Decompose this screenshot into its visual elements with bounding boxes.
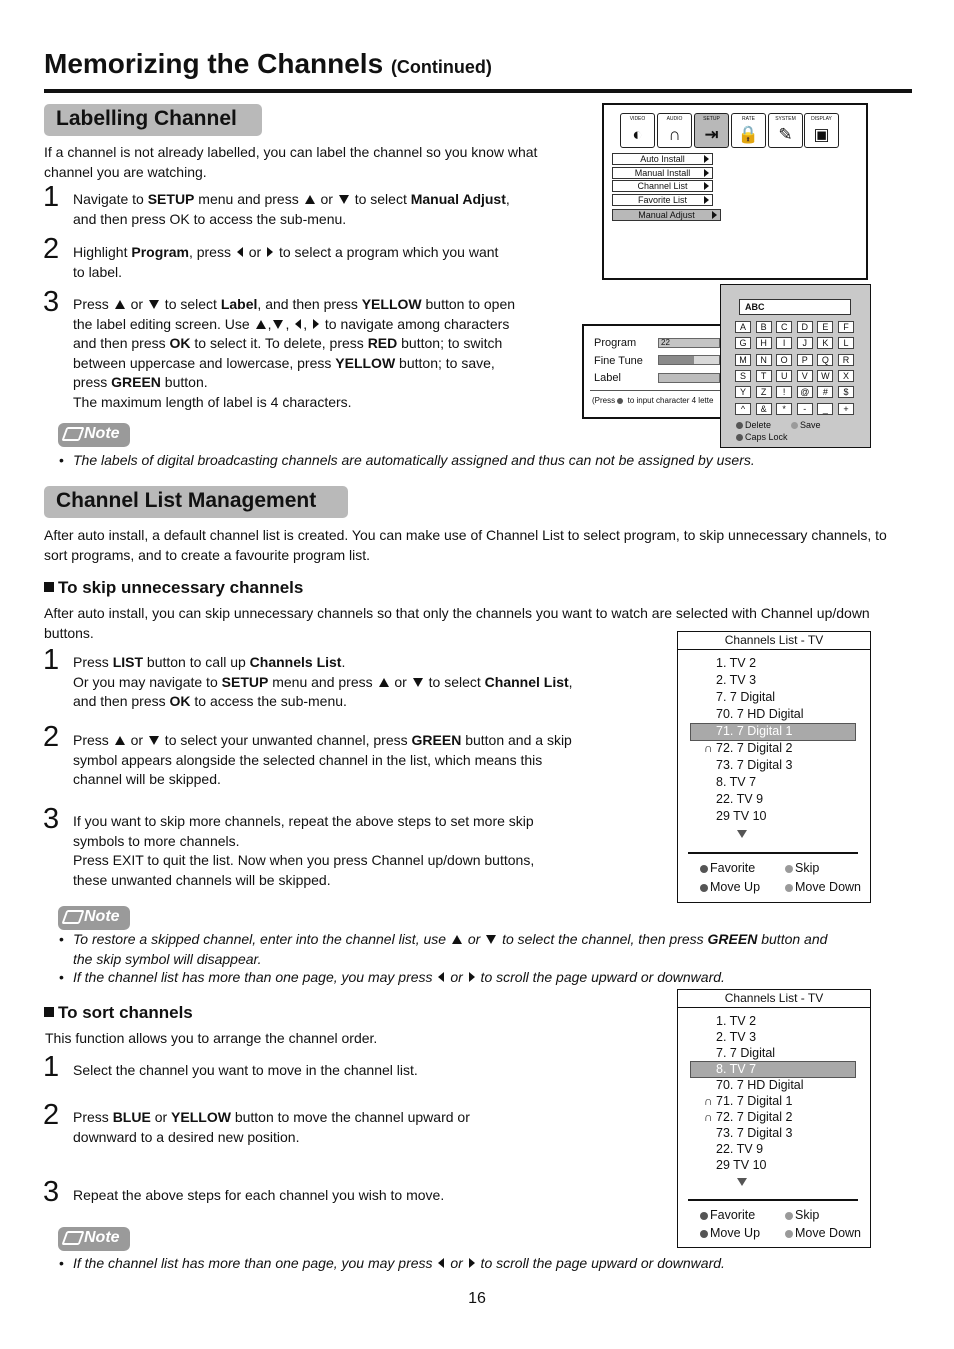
chevron-right-icon (704, 169, 709, 177)
channel-row[interactable]: 73. 7 Digital 3 (716, 758, 793, 772)
keyboard-key[interactable]: L (838, 337, 854, 349)
pencil-icon (61, 427, 84, 441)
keyboard-key[interactable]: C (776, 321, 792, 333)
channel-row[interactable]: 7. 7 Digital (716, 1046, 776, 1060)
keyboard-key[interactable]: _ (817, 403, 833, 415)
keyboard-key[interactable]: D (797, 321, 813, 333)
channel-list-title: Channels List - TV (678, 990, 870, 1008)
right-arrow-icon (313, 319, 319, 329)
legend-move-down: Move Down (785, 1226, 861, 1240)
keyboard-key[interactable]: $ (838, 386, 854, 398)
skip-step2: Press or to select your unwanted channel, press GREEN button and a skip symbol appears alongside the selected channel in the list, which means this channel will be skipped. (73, 732, 572, 787)
channel-row[interactable]: 22. TV 9 (716, 1142, 764, 1156)
label-keyboard (720, 284, 871, 448)
channel-row[interactable]: 7. 7 Digital (716, 690, 776, 704)
square-bullet-icon (44, 582, 54, 592)
step-number: 3 (43, 286, 60, 318)
fine-tune-label: Fine Tune (594, 355, 643, 367)
keyboard-key[interactable]: R (838, 354, 854, 366)
label-label: Label (594, 372, 621, 384)
page-title (44, 48, 492, 80)
step-number: 1 (43, 1051, 60, 1083)
left-arrow-icon (237, 247, 243, 257)
label-input[interactable]: ABC (739, 299, 851, 315)
legend-move-up: Move Up (700, 880, 760, 894)
legend-favorite: Favorite (700, 861, 755, 875)
channel-list-panel-sort (677, 989, 871, 1248)
right-arrow-icon (267, 247, 273, 257)
selected-row-highlight (690, 1061, 856, 1078)
step-number: 2 (43, 1099, 60, 1131)
keyboard-key[interactable]: V (797, 370, 813, 382)
up-arrow-icon (115, 300, 125, 309)
setup-menu-screen (602, 103, 868, 280)
up-arrow-icon (115, 736, 125, 745)
red-button-icon (736, 422, 743, 429)
keyboard-key[interactable]: B (756, 321, 772, 333)
scroll-down-icon[interactable] (737, 1178, 747, 1186)
green-button-icon (791, 422, 798, 429)
keyboard-key[interactable]: A (735, 321, 751, 333)
chevron-right-icon (704, 196, 709, 204)
sort-note: • If the channel list has more than one page, you may press or to scroll the page upward or downward. (59, 1255, 725, 1271)
chevron-right-icon (704, 155, 709, 163)
program-value[interactable]: 22 (658, 338, 720, 348)
keyboard-key[interactable]: & (756, 403, 772, 415)
step-number: 3 (43, 803, 60, 835)
skip-note-2: • If the channel list has more than one page, you may press or to scroll the page upward or downward. (59, 969, 725, 985)
square-bullet-icon (44, 1007, 54, 1017)
left-arrow-icon (295, 319, 301, 329)
keyboard-key[interactable]: * (776, 403, 792, 415)
up-arrow-icon (256, 320, 266, 329)
keyboard-key[interactable]: P (797, 354, 813, 366)
sort-step2: Press BLUE or YELLOW button to move the channel upward or downward to a desired new position. (73, 1109, 470, 1145)
scroll-down-icon[interactable] (737, 830, 747, 838)
channel-list-panel (677, 631, 871, 903)
channel-row[interactable]: 8. TV 7 (716, 775, 757, 789)
keyboard-key[interactable]: # (817, 386, 833, 398)
down-arrow-icon (149, 300, 159, 309)
yellow-button-icon (785, 1230, 793, 1238)
down-arrow-icon (149, 736, 159, 745)
keyboard-key[interactable]: I (776, 337, 792, 349)
pencil-icon (61, 910, 84, 924)
yellow-button-icon (736, 434, 743, 441)
keyboard-key[interactable]: ^ (735, 403, 751, 415)
legend-save: Save (791, 420, 821, 430)
keyboard-key[interactable]: + (838, 403, 854, 415)
channel-row[interactable]: 71. 7 Digital 1 (716, 724, 793, 738)
down-arrow-icon (413, 678, 423, 687)
manual-adjust-panel (582, 324, 742, 419)
channel-row[interactable]: 1. TV 2 (716, 1014, 757, 1028)
keyboard-key[interactable]: Q (817, 354, 833, 366)
left-arrow-icon (438, 972, 444, 982)
labelling-note: • The labels of digital broadcasting channels are automatically assigned and thus can not be assigned by users. (59, 452, 755, 468)
up-arrow-icon (452, 935, 462, 944)
menu-item-manual-adjust[interactable]: Manual Adjust (612, 209, 721, 221)
sort-step1: Select the channel you want to move in the channel list. (73, 1062, 418, 1078)
legend-caps-lock: Caps Lock (736, 432, 788, 442)
fine-tune-slider[interactable] (658, 355, 720, 365)
sort-step3: Repeat the above steps for each channel you wish to move. (73, 1187, 445, 1203)
red-button-icon (700, 1212, 708, 1220)
keyboard-key[interactable]: Y (735, 386, 751, 398)
keyboard-key[interactable]: Z (756, 386, 772, 398)
step-number: 2 (43, 721, 60, 753)
step-number: 1 (43, 181, 60, 213)
video-icon[interactable]: VIDEO ◐ (620, 113, 655, 148)
sort-heading: To sort channels (44, 1003, 193, 1023)
skip-note-1: • To restore a skipped channel, enter into the channel list, use or to select the channel, then press GREEN button and the skip symbol will disappear. (59, 931, 828, 967)
down-arrow-icon (339, 195, 349, 204)
skip-icon: ∩ (704, 1110, 713, 1124)
down-arrow-icon (273, 320, 283, 329)
left-arrow-icon (438, 1258, 444, 1268)
green-button-icon (785, 1212, 793, 1220)
label-field[interactable] (658, 373, 720, 383)
skip-step1: Press LIST button to call up Channels List. Or you may navigate to SETUP menu and press or to select Channel List, and then press OK to access the sub-menu. (73, 654, 573, 709)
page-title-text: Memorizing the Channels (44, 48, 384, 79)
note-badge: Note (58, 906, 130, 930)
pencil-icon (61, 1231, 84, 1245)
labelling-step3: Press or to select Label, and then press YELLOW button to open the label editing screen. Use , , , to navigate among characters and then press OK to select it. To delete, press RED button; to switch between uppercase and lowercase, press YELLOW button; to save, press GREEN button. The maximum length of label is 4 characters. (73, 296, 516, 410)
keyboard-key[interactable]: J (797, 337, 813, 349)
rate-lock-icon[interactable]: RATE 🔒 (731, 113, 766, 148)
keyboard-key[interactable]: N (756, 354, 772, 366)
system-icon[interactable]: SYSTEM ✎ (768, 113, 803, 148)
labelling-heading: Labelling Channel (44, 104, 262, 136)
setup-icon[interactable]: SETUP ⇥ (694, 113, 729, 148)
keyboard-key[interactable]: F (838, 321, 854, 333)
legend-move-down: Move Down (785, 880, 861, 894)
right-arrow-icon (469, 972, 475, 982)
labelling-step1: Navigate to SETUP menu and press or to select Manual Adjust, and then press OK to access the sub-menu. (73, 191, 510, 227)
channel-list-title: Channels List - TV (678, 632, 870, 650)
blue-button-icon (700, 1230, 708, 1238)
chevron-right-icon (712, 211, 717, 219)
legend-skip: Skip (785, 1208, 819, 1222)
legend-divider (688, 852, 858, 854)
channel-row[interactable]: 72. 7 Digital 2 (716, 741, 793, 755)
display-icon[interactable]: DISPLAY ▣ (804, 113, 839, 148)
skip-step3: If you want to skip more channels, repeat the above steps to set more skip symbols to more channels. Press EXIT to quit the list. Now when you press Channel up/down buttons, these unwanted channels will be skipped. (73, 813, 535, 888)
right-arrow-icon (469, 1258, 475, 1268)
channel-row[interactable]: 70. 7 HD Digital (716, 707, 804, 721)
skip-icon: ∩ (704, 1094, 713, 1108)
chevron-right-icon (704, 182, 709, 190)
keyboard-key[interactable]: X (838, 370, 854, 382)
yellow-button-icon (785, 884, 793, 892)
channel-row[interactable]: 2. TV 3 (716, 1030, 757, 1044)
channel-row[interactable]: 22. TV 9 (716, 792, 764, 806)
channel-row[interactable]: 72. 7 Digital 2 (716, 1110, 793, 1124)
ok-button-icon (617, 398, 623, 404)
legend-divider (688, 1199, 858, 1201)
up-arrow-icon (379, 678, 389, 687)
page-number: 16 (468, 1290, 486, 1307)
channel-mgmt-intro: After auto install, a default channel list is created. You can make use of Channel List to select program, to skip unnecessary channels, to sort programs, and to create a favourite program list. (44, 527, 887, 563)
keyboard-key[interactable]: T (756, 370, 772, 382)
menu-item-manual-install[interactable]: Manual Install (612, 167, 713, 179)
skip-icon: ∩ (704, 741, 713, 755)
red-button-icon (700, 865, 708, 873)
keyboard-key[interactable]: - (797, 403, 813, 415)
sort-intro: This function allows you to arrange the channel order. (45, 1030, 378, 1046)
keyboard-key[interactable]: G (735, 337, 751, 349)
note-badge: Note (58, 423, 130, 447)
legend-delete: Delete (736, 420, 771, 430)
channel-row[interactable]: 29 TV 10 (716, 809, 767, 823)
channel-row[interactable]: 73. 7 Digital 3 (716, 1126, 793, 1140)
down-arrow-icon (486, 935, 496, 944)
menu-item-auto-install[interactable]: Auto Install (612, 153, 713, 165)
channel-mgmt-heading: Channel List Management (44, 486, 348, 518)
channel-row[interactable]: 1. TV 2 (716, 656, 757, 670)
skip-heading: To skip unnecessary channels (44, 578, 303, 598)
note-badge: Note (58, 1227, 130, 1251)
page-title-suffix: (Continued) (390, 57, 492, 77)
blue-button-icon (700, 884, 708, 892)
keyboard-key[interactable]: O (776, 354, 792, 366)
green-button-icon (785, 865, 793, 873)
keyboard-key[interactable]: W (817, 370, 833, 382)
keyboard-key[interactable]: H (756, 337, 772, 349)
title-rule (44, 89, 912, 93)
step-number: 2 (43, 233, 60, 265)
channel-row[interactable]: 29 TV 10 (716, 1158, 767, 1172)
up-arrow-icon (305, 195, 315, 204)
keyboard-key[interactable]: M (735, 354, 751, 366)
legend-favorite: Favorite (700, 1208, 755, 1222)
labelling-intro: If a channel is not already labelled, you can label the channel so you know what channel you are watching. (44, 144, 538, 180)
channel-row[interactable]: 2. TV 3 (716, 673, 757, 687)
channel-row[interactable]: 8. TV 7 (716, 1062, 757, 1076)
keyboard-key[interactable]: U (776, 370, 792, 382)
legend-skip: Skip (785, 861, 819, 875)
step-number: 1 (43, 644, 60, 676)
keyboard-key[interactable]: ! (776, 386, 792, 398)
labelling-step2: Highlight Program, press or to select a program which you want to label. (73, 244, 499, 280)
keyboard-key[interactable]: E (817, 321, 833, 333)
skip-intro: After auto install, you can skip unnecessary channels so that only the channels you want to watch are selected with Channel up/down buttons. (44, 605, 870, 641)
channel-row[interactable]: 71. 7 Digital 1 (716, 1094, 793, 1108)
legend-move-up: Move Up (700, 1226, 760, 1240)
audio-icon[interactable]: AUDIO ∩ (657, 113, 692, 148)
menu-item-favorite-list[interactable]: Favorite List (612, 194, 713, 206)
input-hint: (Press to input character 4 lette (592, 396, 714, 405)
program-label: Program (594, 337, 637, 349)
step-number: 3 (43, 1176, 60, 1208)
menu-item-channel-list[interactable]: Channel List (612, 180, 713, 192)
keyboard-key[interactable]: S (735, 370, 751, 382)
keyboard-key[interactable]: @ (797, 386, 813, 398)
keyboard-key[interactable]: K (817, 337, 833, 349)
channel-row[interactable]: 70. 7 HD Digital (716, 1078, 804, 1092)
